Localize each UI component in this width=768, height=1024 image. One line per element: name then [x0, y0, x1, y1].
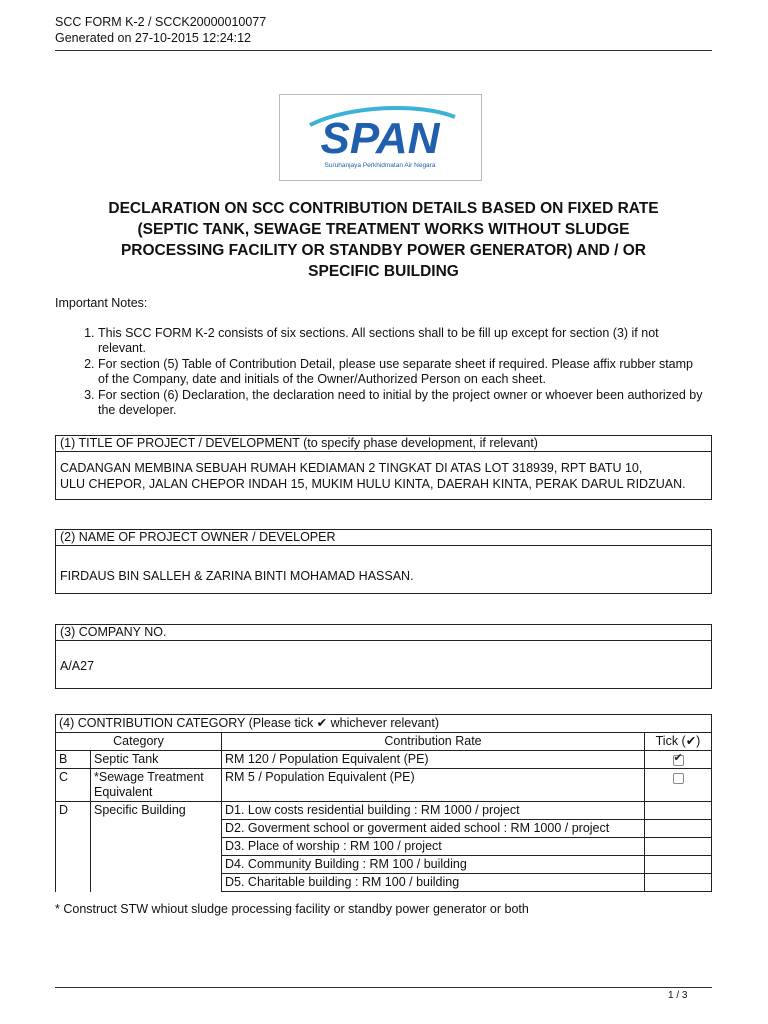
table-row	[56, 751, 712, 769]
title-line: PROCESSING FACILITY OR STANDBY POWER GENERATOR) AND / OR	[120, 242, 647, 259]
notes-heading: Important Notes:	[55, 296, 148, 310]
contribution-rate: RM 120 / Population Equivalent (PE)	[222, 751, 645, 769]
generated-timestamp: Generated on 27-10-2015 12:24:12	[55, 31, 251, 45]
sewage-treatment-checkbox[interactable]	[673, 773, 684, 784]
document-header	[55, 14, 266, 46]
note-item: 3. For section (6) Declaration, the declaration need to initial by the project owner or whoever been authorized by the developer.	[98, 388, 705, 418]
form-reference: SCC FORM K-2 / SCCK20000010077	[55, 15, 267, 29]
contribution-rate: D4. Community Building : RM 100 / building	[222, 856, 645, 874]
section-heading: (3) COMPANY NO.	[56, 625, 711, 641]
contribution-rate: RM 5 / Population Equivalent (PE)	[222, 769, 645, 802]
tick-cell	[645, 751, 712, 769]
title-line: (SEPTIC TANK, SEWAGE TREATMENT WORKS WITHOUT SLUDGE	[137, 221, 630, 238]
table-row	[56, 802, 712, 820]
column-header-category: Category	[56, 733, 222, 751]
category-code: D	[56, 802, 91, 892]
contribution-rate: D2. Goverment school or goverment aided school : RM 1000 / project	[222, 820, 645, 838]
tick-cell	[645, 838, 712, 856]
tick-cell	[645, 820, 712, 838]
contribution-rate: D1. Low costs residential building : RM 1000 / project	[222, 802, 645, 820]
project-title-line: ULU CHEPOR, JALAN CHEPOR INDAH 15, MUKIM HULU KINTA, DAERAH KINTA, PERAK DARUL RIDZUAN.	[60, 477, 686, 491]
important-notes-list	[55, 326, 705, 419]
owner-name-value: FIRDAUS BIN SALLEH & ZARINA BINTI MOHAMAD HASSAN.	[60, 569, 414, 583]
section-project-title	[55, 435, 712, 500]
section-heading: (2) NAME OF PROJECT OWNER / DEVELOPER	[56, 530, 711, 546]
contribution-category-table	[55, 714, 712, 892]
project-title-value	[56, 452, 711, 492]
category-name: Specific Building	[91, 802, 222, 892]
tick-cell	[645, 769, 712, 802]
company-no-value: A/A27	[60, 659, 95, 673]
page-number: 1 / 3	[668, 990, 688, 1001]
title-line: DECLARATION ON SCC CONTRIBUTION DETAILS BASED ON FIXED RATE	[108, 200, 659, 217]
category-code: C	[56, 769, 91, 802]
column-header-rate: Contribution Rate	[222, 733, 645, 751]
footnote: * Construct STW whiout sludge processing facility or standby power generator or both	[55, 902, 529, 916]
section-heading: (1) TITLE OF PROJECT / DEVELOPMENT (to specify phase development, if relevant)	[56, 436, 711, 452]
tick-cell	[645, 802, 712, 820]
title-line: SPECIFIC BUILDING	[308, 263, 459, 280]
septic-tank-checkbox[interactable]	[673, 755, 684, 766]
tick-cell	[645, 874, 712, 892]
footer-divider	[55, 987, 712, 988]
section-heading: (4) CONTRIBUTION CATEGORY (Please tick ✔ whichever relevant)	[56, 715, 712, 733]
span-logo-graphic	[280, 95, 483, 182]
category-name: *Sewage Treatment Equivalent	[91, 769, 222, 802]
table-row	[56, 769, 712, 802]
document-title	[55, 198, 712, 282]
category-name: Septic Tank	[91, 751, 222, 769]
contribution-rate: D3. Place of worship : RM 100 / project	[222, 838, 645, 856]
note-item: 2. For section (5) Table of Contribution Detail, please use separate sheet if required. Please affix rubber stamp of the Company, date and initials of the Owner/Authorized Person on each sheet.	[98, 357, 705, 387]
logo-tagline: Suruhanjaya Perkhidmatan Air Negara	[324, 162, 436, 169]
section-owner-name	[55, 529, 712, 594]
logo-wordmark: SPAN	[320, 114, 440, 163]
span-logo	[279, 94, 482, 181]
section-company-no	[55, 624, 712, 689]
category-code: B	[56, 751, 91, 769]
project-title-line: CADANGAN MEMBINA SEBUAH RUMAH KEDIAMAN 2 TINGKAT DI ATAS LOT 318939, RPT BATU 10,	[60, 461, 643, 475]
contribution-rate: D5. Charitable building : RM 100 / building	[222, 874, 645, 892]
header-divider	[55, 50, 712, 51]
note-item: 1. This SCC FORM K-2 consists of six sections. All sections shall to be fill up except for section (3) if not relevant.	[98, 326, 705, 356]
tick-cell	[645, 856, 712, 874]
column-header-tick: Tick (✔)	[645, 733, 712, 751]
